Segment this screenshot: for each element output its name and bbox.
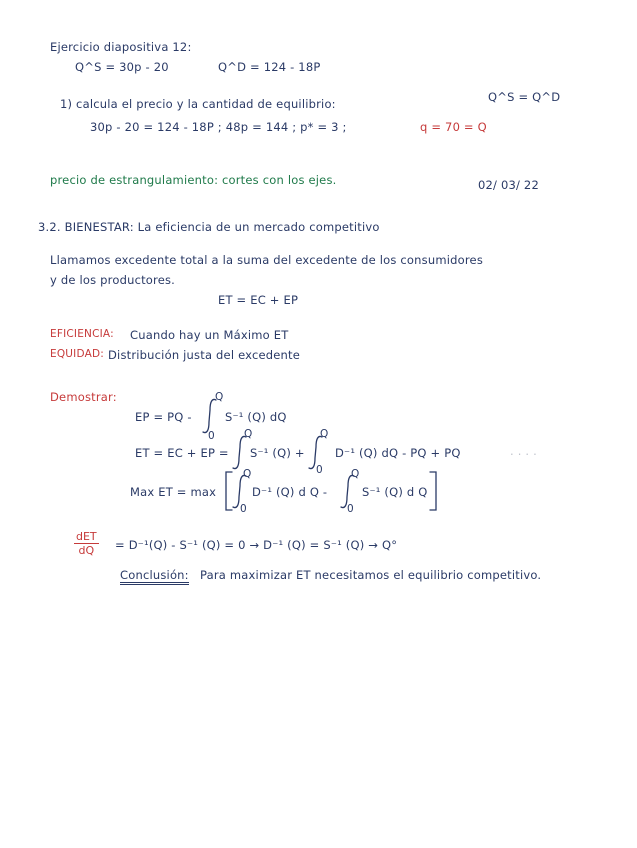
max-int2-limit-lower: 0 <box>347 503 354 515</box>
demand-equation: Q^D = 124 - 18P <box>218 60 321 74</box>
efficiency-text: Cuando hay un Máximo ET <box>130 328 289 342</box>
question-1-solution: 30p - 20 = 124 - 18P ; 48p = 144 ; p* = 3 ; <box>90 120 347 134</box>
derivative-numerator: dET <box>76 530 97 543</box>
max-et-expression: Max ET = max <box>130 485 217 499</box>
conclusion-text: Para maximizar ET necesitamos el equilibrio competitivo. <box>200 568 542 582</box>
supply-equation: Q^S = 30p - 20 <box>75 60 169 74</box>
equilibrium-quantity: q = 70 = Q <box>420 120 487 134</box>
max-integral-2: S⁻¹ (Q) d Q <box>362 485 428 499</box>
et-integral-1: S⁻¹ (Q) + <box>250 446 305 460</box>
et-int2-limit-lower: 0 <box>316 464 323 476</box>
equity-label: EQUIDAD: <box>50 348 104 360</box>
exercise-title: Ejercicio diapositiva 12: <box>50 40 192 54</box>
total-surplus-equation: ET = EC + EP <box>218 293 299 307</box>
efficiency-label: EFICIENCIA: <box>50 328 114 340</box>
et-dots: . . . . <box>510 444 537 458</box>
strangulation-price-note: precio de estrangulamiento: cortes con los ejes. <box>50 173 337 187</box>
intro-line-1: Llamamos excedente total a la suma del excedente de los consumidores <box>50 253 484 267</box>
derivative-result: = D⁻¹(Q) - S⁻¹ (Q) = 0 → D⁻¹ (Q) = S⁻¹ (Q) → Q° <box>115 538 398 552</box>
equity-text: Distribución justa del excedente <box>108 348 300 362</box>
integral-sign <box>309 436 322 468</box>
max-integral-1: D⁻¹ (Q) d Q - <box>252 485 328 499</box>
conclusion-label: Conclusión: <box>120 568 189 585</box>
derivative-denominator: dQ <box>78 544 95 557</box>
integral-sign <box>203 399 216 432</box>
integral-sign <box>341 475 354 507</box>
ep-expression: EP = PQ - <box>135 410 192 424</box>
left-bracket <box>226 472 232 510</box>
integral-sign <box>233 436 246 468</box>
equilibrium-condition: Q^S = Q^D <box>488 90 561 104</box>
et-expression: ET = EC + EP = <box>135 446 229 460</box>
max-int2-limit-upper: Q <box>351 468 360 480</box>
max-int1-limit-upper: Q <box>243 468 252 480</box>
ep-integrand: S⁻¹ (Q) dQ <box>225 410 287 424</box>
date-stamp: 02/ 03/ 22 <box>478 178 539 192</box>
max-int1-limit-lower: 0 <box>240 503 247 515</box>
integral-sign <box>233 475 246 507</box>
intro-line-2: y de los productores. <box>50 273 176 287</box>
right-bracket <box>430 472 436 510</box>
proof-label: Demostrar: <box>50 390 117 404</box>
et-int1-limit-upper: Q <box>244 428 253 440</box>
question-1: 1) calcula el precio y la cantidad de equilibrio: <box>60 97 336 111</box>
et-int2-limit-upper: Q <box>320 428 329 440</box>
et-integral-2: D⁻¹ (Q) dQ - PQ + PQ <box>335 446 461 460</box>
section-heading: 3.2. BIENESTAR: La eficiencia de un mercado competitivo <box>38 220 380 234</box>
ep-limit-lower: 0 <box>208 430 215 442</box>
ep-limit-upper: Q <box>215 391 224 403</box>
